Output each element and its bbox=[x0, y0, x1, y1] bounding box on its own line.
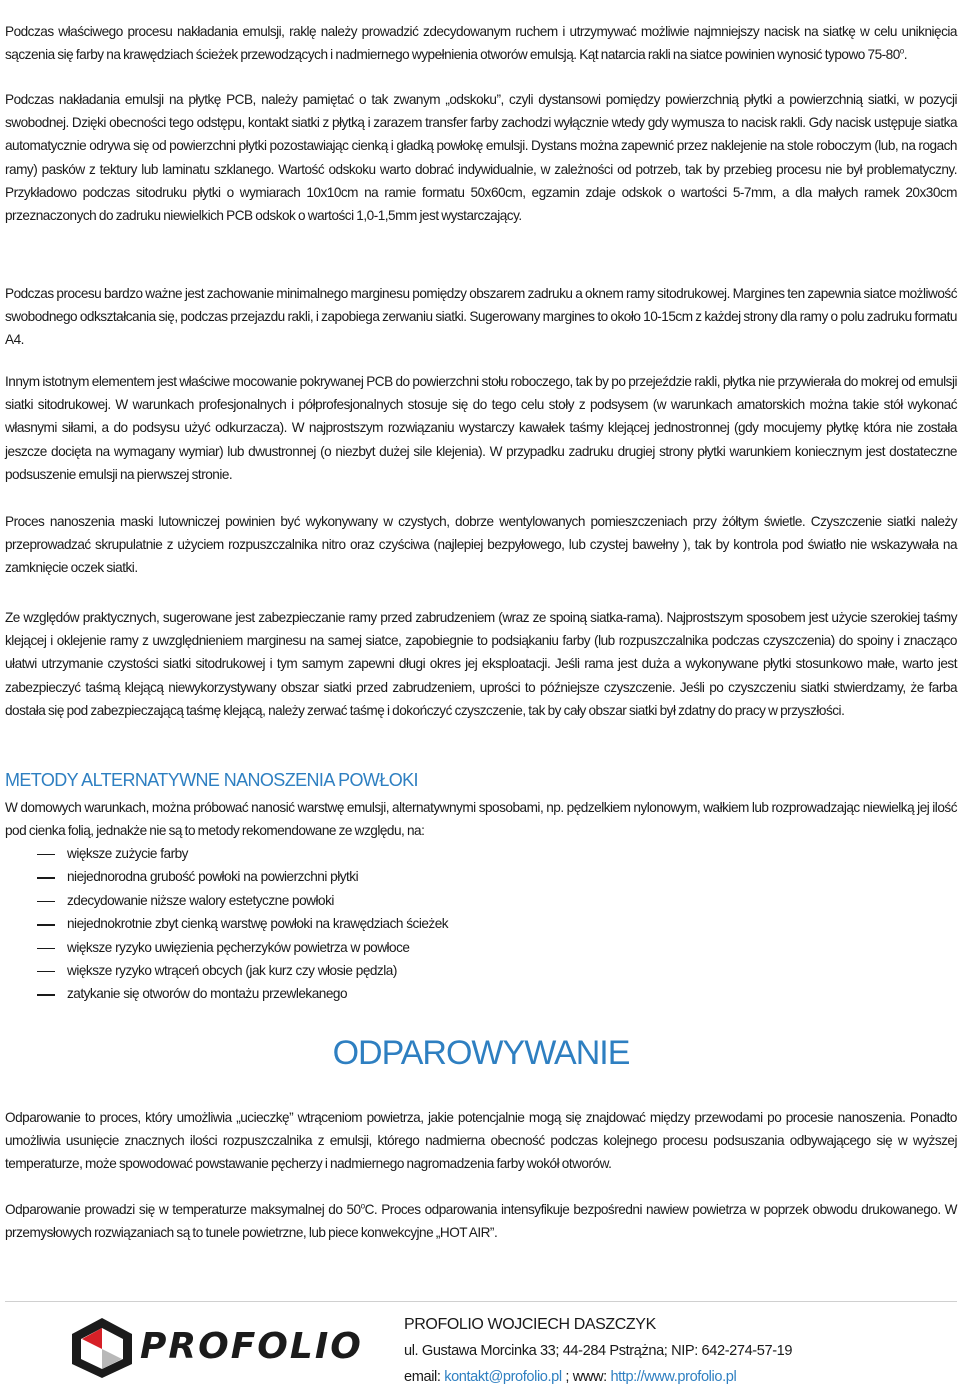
paragraph-alt-methods: W domowych warunkach, można próbować nanosić warstwę emulsji, alternatywnymi sposobami, np. pędzelkiem nylonowym, wałkiem lub rozprowadzając niewielką jej ilość pod cienka folią, jednakże nie są to metody rekomendowane ze względu, na: bbox=[5, 800, 957, 839]
paragraph-evaporation-temperature: Odparowanie prowadzi się w temperaturze maksymalnej do 50$^o$C. Proces odparowania intensyfikuje bezpośredni nawiew powietrza w poprzek obwodu drukowanego. W przemysłowych rozwiązaniach są to tunele powietrzne, lub piece konwekcyjne „HOT AIR”. bbox=[5, 1201, 957, 1241]
logo-wordmark: PROFOLIO bbox=[140, 1326, 363, 1367]
list-item: zatykanie się otworów do montażu przewlekanego bbox=[5, 982, 448, 1005]
email-link[interactable]: kontakt@profolio.pl bbox=[444, 1369, 562, 1385]
company-info bbox=[404, 1312, 792, 1390]
paragraph-frame-protection: Ze względów praktycznych, sugerowane jest zabezpieczanie ramy przed zabrudzeniem (wraz ze spoiną siatka-rama). Najprostszym sposobem jest użycie szerokiej taśmy klejącej i oklejenie ramy z uwzględnieniem marginesu na samej siatce, zapobiegnie to podsiąkaniu farby (lub rozpuszczalnika podczas czyszczenia) do spoiny i znacząco ułatwi utrzymanie czystości siatki sitodrukowej i tym samym zapewni długi okres jej eksploatacji. Jeśli rama jest duża a wykonywane płytki stosunkowo małe, warto jest zabezpieczyć taśmą klejącą niewykorzystywany obszar siatki przed zabrudzeniem, uprości to późniejsze czyszczenie. Jeśli po czyszczeniu siatki stwierdzamy, że farba dostała się pod zabezpieczającą taśmę klejącą, należy zerwać taśmę i dokończyć czyszczenie, tak by cały obszar siatki był zdatny do pracy w przyszłości. bbox=[5, 610, 957, 718]
company-name: PROFOLIO WOJCIECH DASZCZYK bbox=[404, 1316, 656, 1333]
paragraph-mounting: Innym istotnym elementem jest właściwe mocowanie pokrywanej PCB do powierzchni stołu roboczego, tak by po przejeździe rakli, płytka nie przywierała do mokrej od emulsji siatki sitodrukowej. W warunkach profesjonalnych i półprofesjonalnych stosuje się do tego celu stoły z podsysem (w warunkach amatorskich można takie stół wykonać własnymi siłami, a do podsysu użyć odkurzacza). W najprostszym rozwiązaniu wystarczy kawałek taśmy klejącej jednostronnej (gdy mocujemy płytkę która nie została jeszcze docięta na wymagany wymiar) lub dwustronnej (o niezbyt dużej sile klejenia). W przypadku zadruku drugiej strony płytki warunkiem koniecznym jest dostateczne podsuszenie emulsji na pierwszej stronie. bbox=[5, 374, 957, 482]
drawbacks-list bbox=[5, 842, 448, 1006]
list-item: większe ryzyko wtrąceń obcych (jak kurz czy włosie pędzla) bbox=[5, 959, 448, 982]
logo-mark-icon bbox=[62, 1312, 142, 1382]
list-item: zdecydowanie niższe walory estetyczne powłoki bbox=[5, 889, 448, 912]
profolio-logo bbox=[62, 1312, 362, 1382]
website-link[interactable]: http://www.profolio.pl bbox=[610, 1369, 737, 1385]
list-item: większe ryzyko uwięzienia pęcherzyków powietrza w powłoce bbox=[5, 936, 448, 959]
company-contact: email: kontakt@profolio.pl ; www: http://www.profolio.pl bbox=[404, 1369, 737, 1385]
list-item: niejednorodna grubość powłoki na powierzchni płytki bbox=[5, 865, 448, 888]
paragraph-squeegee-angle: Podczas właściwego procesu nakładania emulsji, raklę należy prowadzić zdecydowanym ruchem i utrzymywać możliwie najmniejszy nacisk na siatkę w celu uniknięcia sączenia się farby na krawędziach ścieżek przewodzących i nadmiernego wypełnienia otworów emulsją. Kąt natarcia rakli na siatce powinien wynosić typowo 75-80$^o$. bbox=[5, 24, 957, 63]
footer-divider bbox=[5, 1301, 957, 1302]
paragraph-cleaning: Proces nanoszenia maski lutowniczej powinien być wykonywany w czystych, dobrze wentylowanych pomieszczeniach przy żółtym świetle. Czyszczenie siatki należy przeprowadzać skrupulatnie z użyciem rozpuszczalnika nitro oraz czyściwa (najlepiej bezpyłowego, lub czystej bawełny ), tak by kontrola pod światło nie wskazywała na zamknięcie oczek siatki. bbox=[5, 514, 957, 576]
section-heading-alt-methods: METODY ALTERNATYWNE NANOSZENIA POWŁOKI bbox=[5, 770, 418, 790]
paragraph-margin: Podczas procesu bardzo ważne jest zachowanie minimalnego marginesu pomiędzy obszarem zadruku a oknem ramy sitodrukowej. Margines ten zapewnia siatce możliwość swobodnego odkształcania się, podczas przejazdu rakli, i zapobiega zerwaniu siatki. Sugerowany margines to około 10-15cm z każdej strony dla ramy o polu zadruku formatu A4. bbox=[5, 286, 957, 348]
list-item: większe zużycie farby bbox=[5, 842, 448, 865]
paragraph-snap-off: Podczas nakładania emulsji na płytkę PCB, należy pamiętać o tak zwanym „odskoku”, czyli dystansowi pomiędzy powierzchnią płytki a powierzchnią siatki, w pozycji swobodnej. Dzięki obecności tego odstępu, kontakt siatki z płytką i zarazem transfer farby zachodzi wyłącznie wtedy gdy wymusza to nacisk rakli. Gdy nacisk ustępuje siatka automatycznie odrywa się od powierzchni płytki pozostawiając cienką i gładką powłokę emulsji. Dystans można zapewnić przez naklejenie na stole roboczym (lub, na rogach ramy) pasków z tektury lub laminatu szklanego. Wartość odskoku warto dobrać indywidualnie, w zależności od potrzeb, tak by przebieg procesu nie był problematyczny. Przykładowo podczas sitodruku płytki o wymiarach 10x10cm na ramie formatu 50x60cm, egzamin zdaje odskok o wartości 5-7mm, a dla małych ramek 20x30cm przeznaczonych do zadruku niewielkich PCB odskok o wartości 1,0-1,5mm jest wystarczający. bbox=[5, 92, 957, 224]
company-address: ul. Gustawa Morcinka 33; 44-284 Pstrążna; NIP: 642-274-57-19 bbox=[404, 1343, 793, 1359]
list-item: niejednokrotnie zbyt cienką warstwę powłoki na krawędziach ścieżek bbox=[5, 912, 448, 935]
section-heading-evaporation: ODPAROWYWANIE bbox=[332, 1034, 630, 1072]
paragraph-evaporation: Odparowanie to proces, który umożliwia „ucieczkę” wtrąceniom powietrza, jakie potencjalnie mogą się znajdować między przewodami po procesie nanoszenia. Ponadto umożliwia usunięcie znacznych ilości rozpuszczalnika z emulsji, którego nadmierna obecność podczas kolejnego procesu podsuszania odbywającego się w wyższej temperaturze, może spowodować powstawanie pęcherzy i nadmiernego nagromadzenia farby wokół otworów. bbox=[5, 1110, 957, 1172]
